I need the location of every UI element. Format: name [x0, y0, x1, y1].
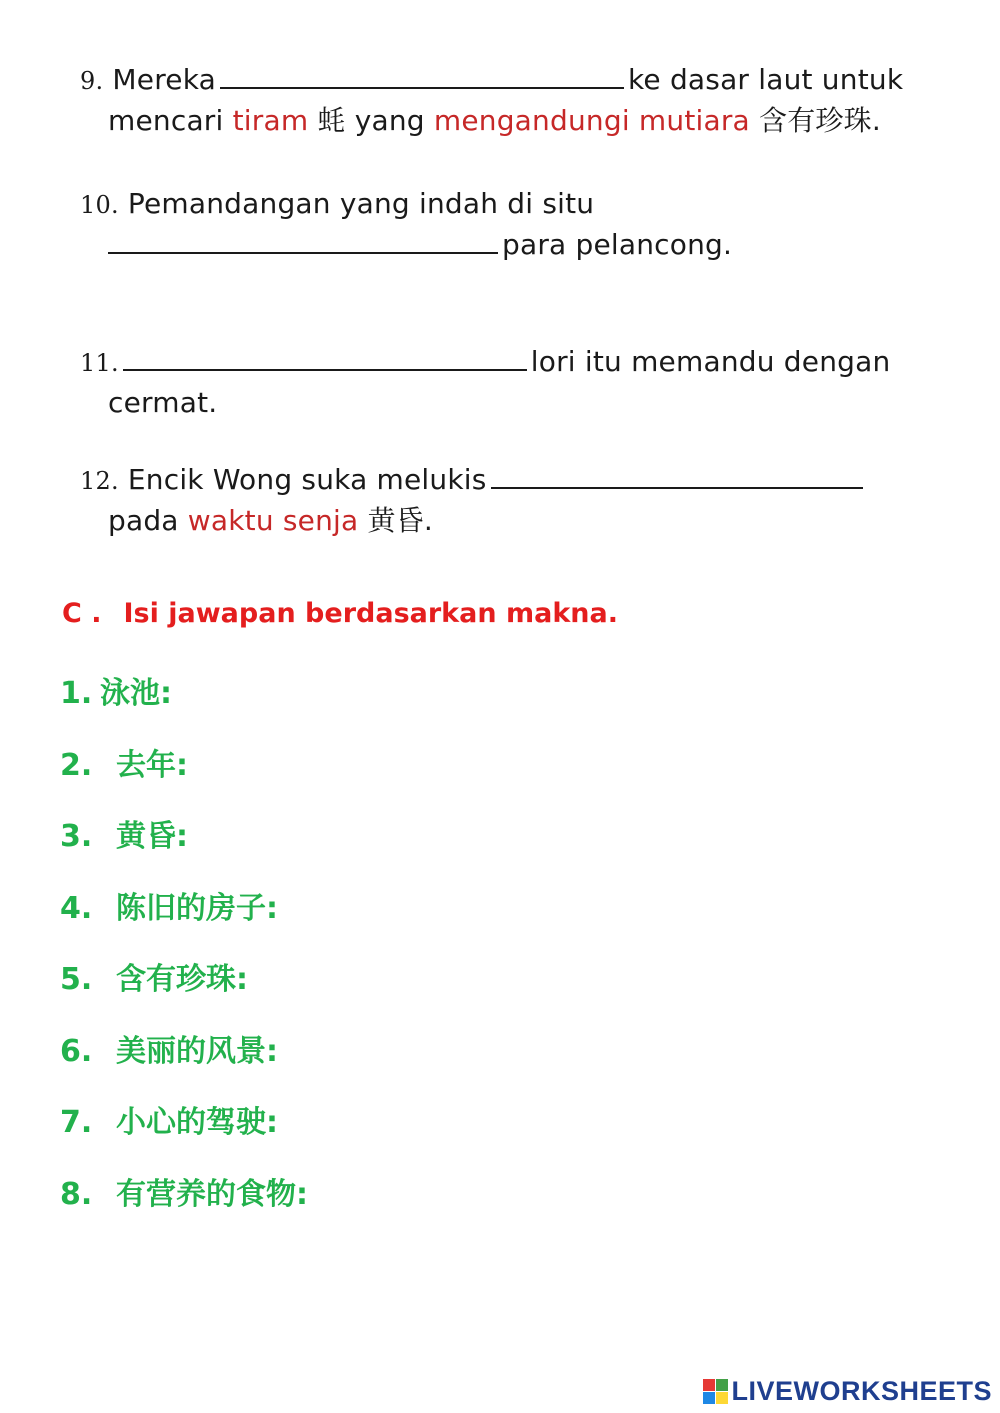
question-text: Mereka — [112, 63, 217, 96]
item-number: 1. — [60, 676, 93, 711]
answer-blank[interactable] — [491, 465, 863, 489]
section-title: Isi jawapan berdasarkan makna. — [123, 598, 618, 629]
question-number: 11. — [80, 349, 119, 377]
item-text: 含有珍珠: — [116, 962, 248, 997]
keyword: waktu senja — [187, 504, 359, 537]
keyword: tiram — [232, 104, 309, 137]
question-10 — [80, 184, 732, 265]
question-text: 黄昏. — [358, 504, 433, 537]
question-text: 含有珍珠. — [749, 104, 881, 137]
question-number: 10. — [80, 191, 119, 219]
item-text: 小心的驾驶: — [116, 1105, 278, 1140]
vocab-item-2[interactable] — [60, 740, 188, 784]
logo-text: LIVEWORKSHEETS — [731, 1376, 992, 1406]
section-letter: C . — [62, 598, 102, 629]
item-number: 8. — [60, 1177, 93, 1212]
vocab-item-4[interactable] — [60, 883, 278, 927]
question-12 — [80, 460, 867, 541]
question-number: 9. — [80, 67, 104, 95]
keyword: mengandungi mutiara — [433, 104, 750, 137]
item-text: 美丽的风景: — [116, 1034, 278, 1069]
vocab-item-7[interactable] — [60, 1097, 278, 1141]
question-text: cermat. — [108, 386, 218, 419]
answer-blank[interactable] — [108, 230, 498, 254]
vocab-item-5[interactable] — [60, 954, 248, 998]
logo-square — [703, 1379, 715, 1391]
item-number: 3. — [60, 819, 93, 854]
logo-mark-icon — [703, 1379, 728, 1404]
question-text: para pelancong. — [502, 228, 733, 261]
question-text: mencari — [108, 104, 233, 137]
question-text: lori itu memandu dengan — [530, 345, 891, 378]
logo-square — [716, 1379, 728, 1391]
question-text: Encik Wong suka melukis — [127, 463, 487, 496]
answer-blank[interactable] — [123, 347, 527, 371]
question-text: ke dasar laut untuk — [628, 63, 904, 96]
question-number: 12. — [80, 467, 119, 495]
item-text: 去年: — [116, 748, 188, 783]
item-number: 7. — [60, 1105, 93, 1140]
item-text: 陈旧的房子: — [116, 891, 278, 926]
liveworksheets-logo[interactable] — [703, 1376, 992, 1407]
question-text: pada — [108, 504, 188, 537]
vocab-item-6[interactable] — [60, 1026, 278, 1070]
item-number: 5. — [60, 962, 93, 997]
vocab-item-1[interactable] — [60, 668, 172, 712]
item-number: 6. — [60, 1034, 93, 1069]
question-text: Pemandangan yang indah di situ — [127, 187, 595, 220]
vocab-item-3[interactable] — [60, 811, 188, 855]
item-text: 有营养的食物: — [116, 1177, 308, 1212]
item-number: 2. — [60, 748, 93, 783]
answer-blank[interactable] — [220, 65, 624, 89]
question-11 — [80, 342, 890, 423]
item-text: 泳池: — [100, 676, 172, 711]
question-text: 蚝 yang — [308, 104, 434, 137]
vocab-item-8[interactable] — [60, 1169, 308, 1213]
section-heading — [62, 598, 618, 629]
logo-square — [703, 1392, 715, 1404]
question-9 — [80, 60, 903, 141]
item-text: 黄昏: — [116, 819, 188, 854]
item-number: 4. — [60, 891, 93, 926]
logo-square — [716, 1392, 728, 1404]
